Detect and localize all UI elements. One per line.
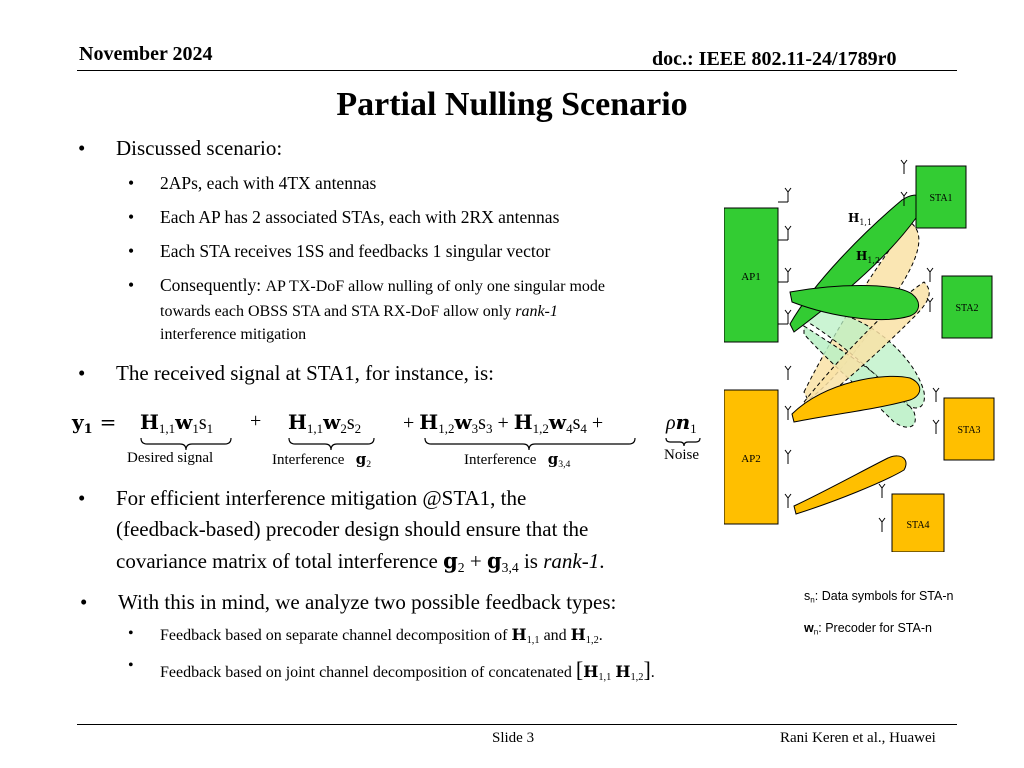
sub-bullet-4-line2: towards each OBSS STA and STA RX-DoF allow only rank-1 (160, 303, 558, 320)
bullet-efficient-line3: covariance matrix of total interference $g_2 + g_{3,4}$ is rank-1. (116, 548, 605, 576)
underbrace-desired (141, 438, 231, 450)
label-interference-g2: Interference $g_2$ (272, 450, 372, 470)
sta2-label: STA2 (955, 303, 979, 314)
equation-term-desired: $H_{1,1}w_1s_1$ (140, 410, 214, 436)
underbrace-g2 (289, 438, 374, 450)
label-noise: Noise (664, 447, 699, 463)
equation-plus1: + (250, 410, 262, 432)
sta3-label: STA3 (957, 425, 981, 436)
ap1-label: AP1 (741, 271, 761, 283)
bullet-efficient-line2: (feedback-based) precoder design should ensure that the (116, 517, 589, 541)
beam-ap2-to-sta4 (794, 456, 906, 514)
equation-term-g2: $H_{1,1}w_2s_2$ (288, 410, 362, 436)
equation-term-g34: + $H_{1,2}w_3s_3 + H_{1,2}w_4s_4$ + (403, 410, 604, 436)
ap1-antennas (778, 188, 791, 324)
sta1-label: STA1 (929, 193, 953, 204)
label-interference-g34: Interference $g_{3,4}$ (464, 450, 571, 470)
ap2-antennas (785, 366, 791, 508)
equation-lhs: $y_1$ = (72, 410, 117, 437)
page-title: Partial Nulling Scenario (336, 86, 688, 123)
header-rule (77, 70, 957, 71)
legend-precoder: $w_n$: Precoder for STA-n (804, 621, 932, 637)
h11-label: $H_{1,1}$ (848, 211, 873, 227)
underbrace-g34 (425, 438, 635, 450)
sub-bullet-4-line3: interference mitigation (160, 326, 307, 343)
h12-label: $H_{1,2}$ (856, 249, 881, 265)
footer-slide: Slide 3 (492, 730, 535, 746)
legend-symbols: $s_n$: Data symbols for STA-n (804, 589, 954, 605)
underbrace-noise (666, 438, 700, 446)
label-desired-signal: Desired signal (127, 450, 214, 466)
network-diagram (724, 152, 1024, 552)
equation-term-noise: $\rho n_1$ (666, 410, 697, 436)
ap2-label: AP2 (741, 453, 761, 465)
sta4-label: STA4 (906, 520, 930, 531)
bullet-text: Discussed scenario: (116, 136, 283, 160)
footer-rule (77, 724, 957, 725)
footer-author: Rani Keren et al., Huawei (780, 730, 936, 746)
header-doc: doc.: IEEE 802.11-24/1789r0 (652, 48, 897, 70)
header-date: November 2024 (79, 43, 213, 65)
